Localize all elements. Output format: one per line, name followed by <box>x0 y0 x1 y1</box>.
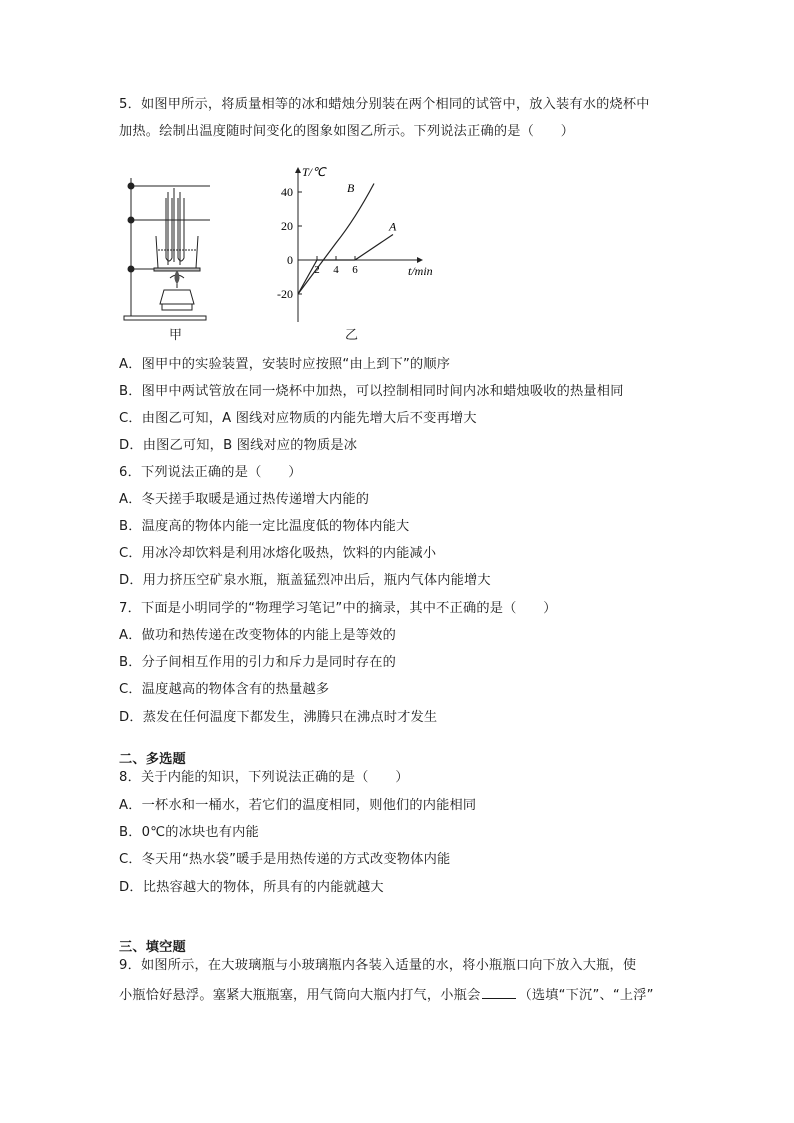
q7-option-c: C．温度越高的物体含有的热量越多 <box>119 682 330 697</box>
q5-stem-line1: 5．如图甲所示，将质量相等的冰和蜡烛分别装在两个相同的试管中，放入装有水的烧杯中 <box>119 97 650 112</box>
q9-line1: 9．如图所示，在大玻璃瓶与小玻璃瓶内各装入适量的水，将小瓶瓶口向下放入大瓶，使 <box>119 958 637 973</box>
stand-base <box>124 316 206 320</box>
series-B-label: B <box>347 181 355 195</box>
beaker <box>156 236 198 268</box>
q9-answer-blank[interactable] <box>482 985 516 999</box>
q5-option-b: B．图甲中两试管放在同一烧杯中加热，可以控制相同时间内冰和蜡烛吸收的热量相同 <box>119 384 624 399</box>
q7-option-b: B．分子间相互作用的引力和斥力是同时存在的 <box>119 655 396 670</box>
flame <box>175 270 180 284</box>
q8-option-c: C．冬天用“热水袋”暖手是用热传递的方式改变物体内能 <box>119 852 451 867</box>
q5-stem-line2: 加热。绘制出温度随时间变化的图象如图乙所示。下列说法正确的是（ ） <box>119 124 575 139</box>
y-axis-label: T/℃ <box>302 165 326 179</box>
q8-option-a: A．一杯水和一桶水，若它们的温度相同，则他们的内能相同 <box>119 798 477 813</box>
figure-caption-jia: 甲 <box>169 328 183 343</box>
test-tube-1 <box>166 198 172 261</box>
q7-option-d: D．蒸发在任何温度下都发生，沸腾只在沸点时才发生 <box>119 710 438 725</box>
q9-line2 <box>119 985 654 1005</box>
temperature-time-chart <box>272 160 452 330</box>
alcohol-burner <box>160 290 194 304</box>
q5-option-c: C．由图乙可知，A 图线对应物质的内能先增大后不变再增大 <box>119 411 477 426</box>
section-heading-fill-in: 三、填空题 <box>119 940 186 955</box>
y-tick-label: 0 <box>287 253 293 267</box>
q6-option-a: A．冬天搓手取暖是通过热传递增大内能的 <box>119 492 370 507</box>
series-B-line <box>298 184 374 295</box>
test-tube-2 <box>178 198 184 261</box>
x-tick-label: 6 <box>352 264 358 276</box>
q8-option-d: D．比热容越大的物体，所具有的内能就越大 <box>119 880 384 895</box>
y-tick-label: 40 <box>281 185 293 199</box>
section-heading-multiple-choice: 二、多选题 <box>119 752 186 767</box>
q9-text-after-blank: （选填“下沉”、“上浮” <box>518 988 654 1003</box>
q7-stem: 7．下面是小明同学的“物理学习笔记”中的摘录，其中不正确的是（ ） <box>119 601 557 616</box>
q6-option-b: B．温度高的物体内能一定比温度低的物体内能大 <box>119 519 410 534</box>
q5-option-a: A．图甲中的实验装置，安装时应按照“由上到下”的顺序 <box>119 357 451 372</box>
q6-option-c: C．用冰冷却饮料是利用冰熔化吸热，饮料的内能减小 <box>119 546 437 561</box>
q8-option-b: B．0℃的冰块也有内能 <box>119 825 259 840</box>
series-A-label: A <box>389 219 397 234</box>
q6-option-d: D．用力挤压空矿泉水瓶，瓶盖猛烈冲出后，瓶内气体内能增大 <box>119 573 491 588</box>
figure-apparatus <box>118 170 218 350</box>
x-tick-label: 2 <box>314 264 320 276</box>
x-tick-label: 4 <box>333 264 339 276</box>
y-tick-label: 20 <box>281 219 293 233</box>
q8-stem: 8．关于内能的知识，下列说法正确的是（ ） <box>119 770 409 785</box>
q5-option-d: D．由图乙可知，B 图线对应的物质是冰 <box>119 438 358 453</box>
q9-text-before-blank: 小瓶恰好悬浮。塞紧大瓶瓶塞，用气筒向大瓶内打气，小瓶会 <box>119 988 481 1003</box>
x-axis-label: t/min <box>408 264 433 278</box>
q6-stem: 6．下列说法正确的是（ ） <box>119 465 302 480</box>
y-tick-label: -20 <box>277 287 293 301</box>
q7-option-a: A．做功和热传递在改变物体的内能上是等效的 <box>119 628 396 643</box>
series-A-line <box>298 235 393 295</box>
figure-caption-yi: 乙 <box>345 328 359 343</box>
